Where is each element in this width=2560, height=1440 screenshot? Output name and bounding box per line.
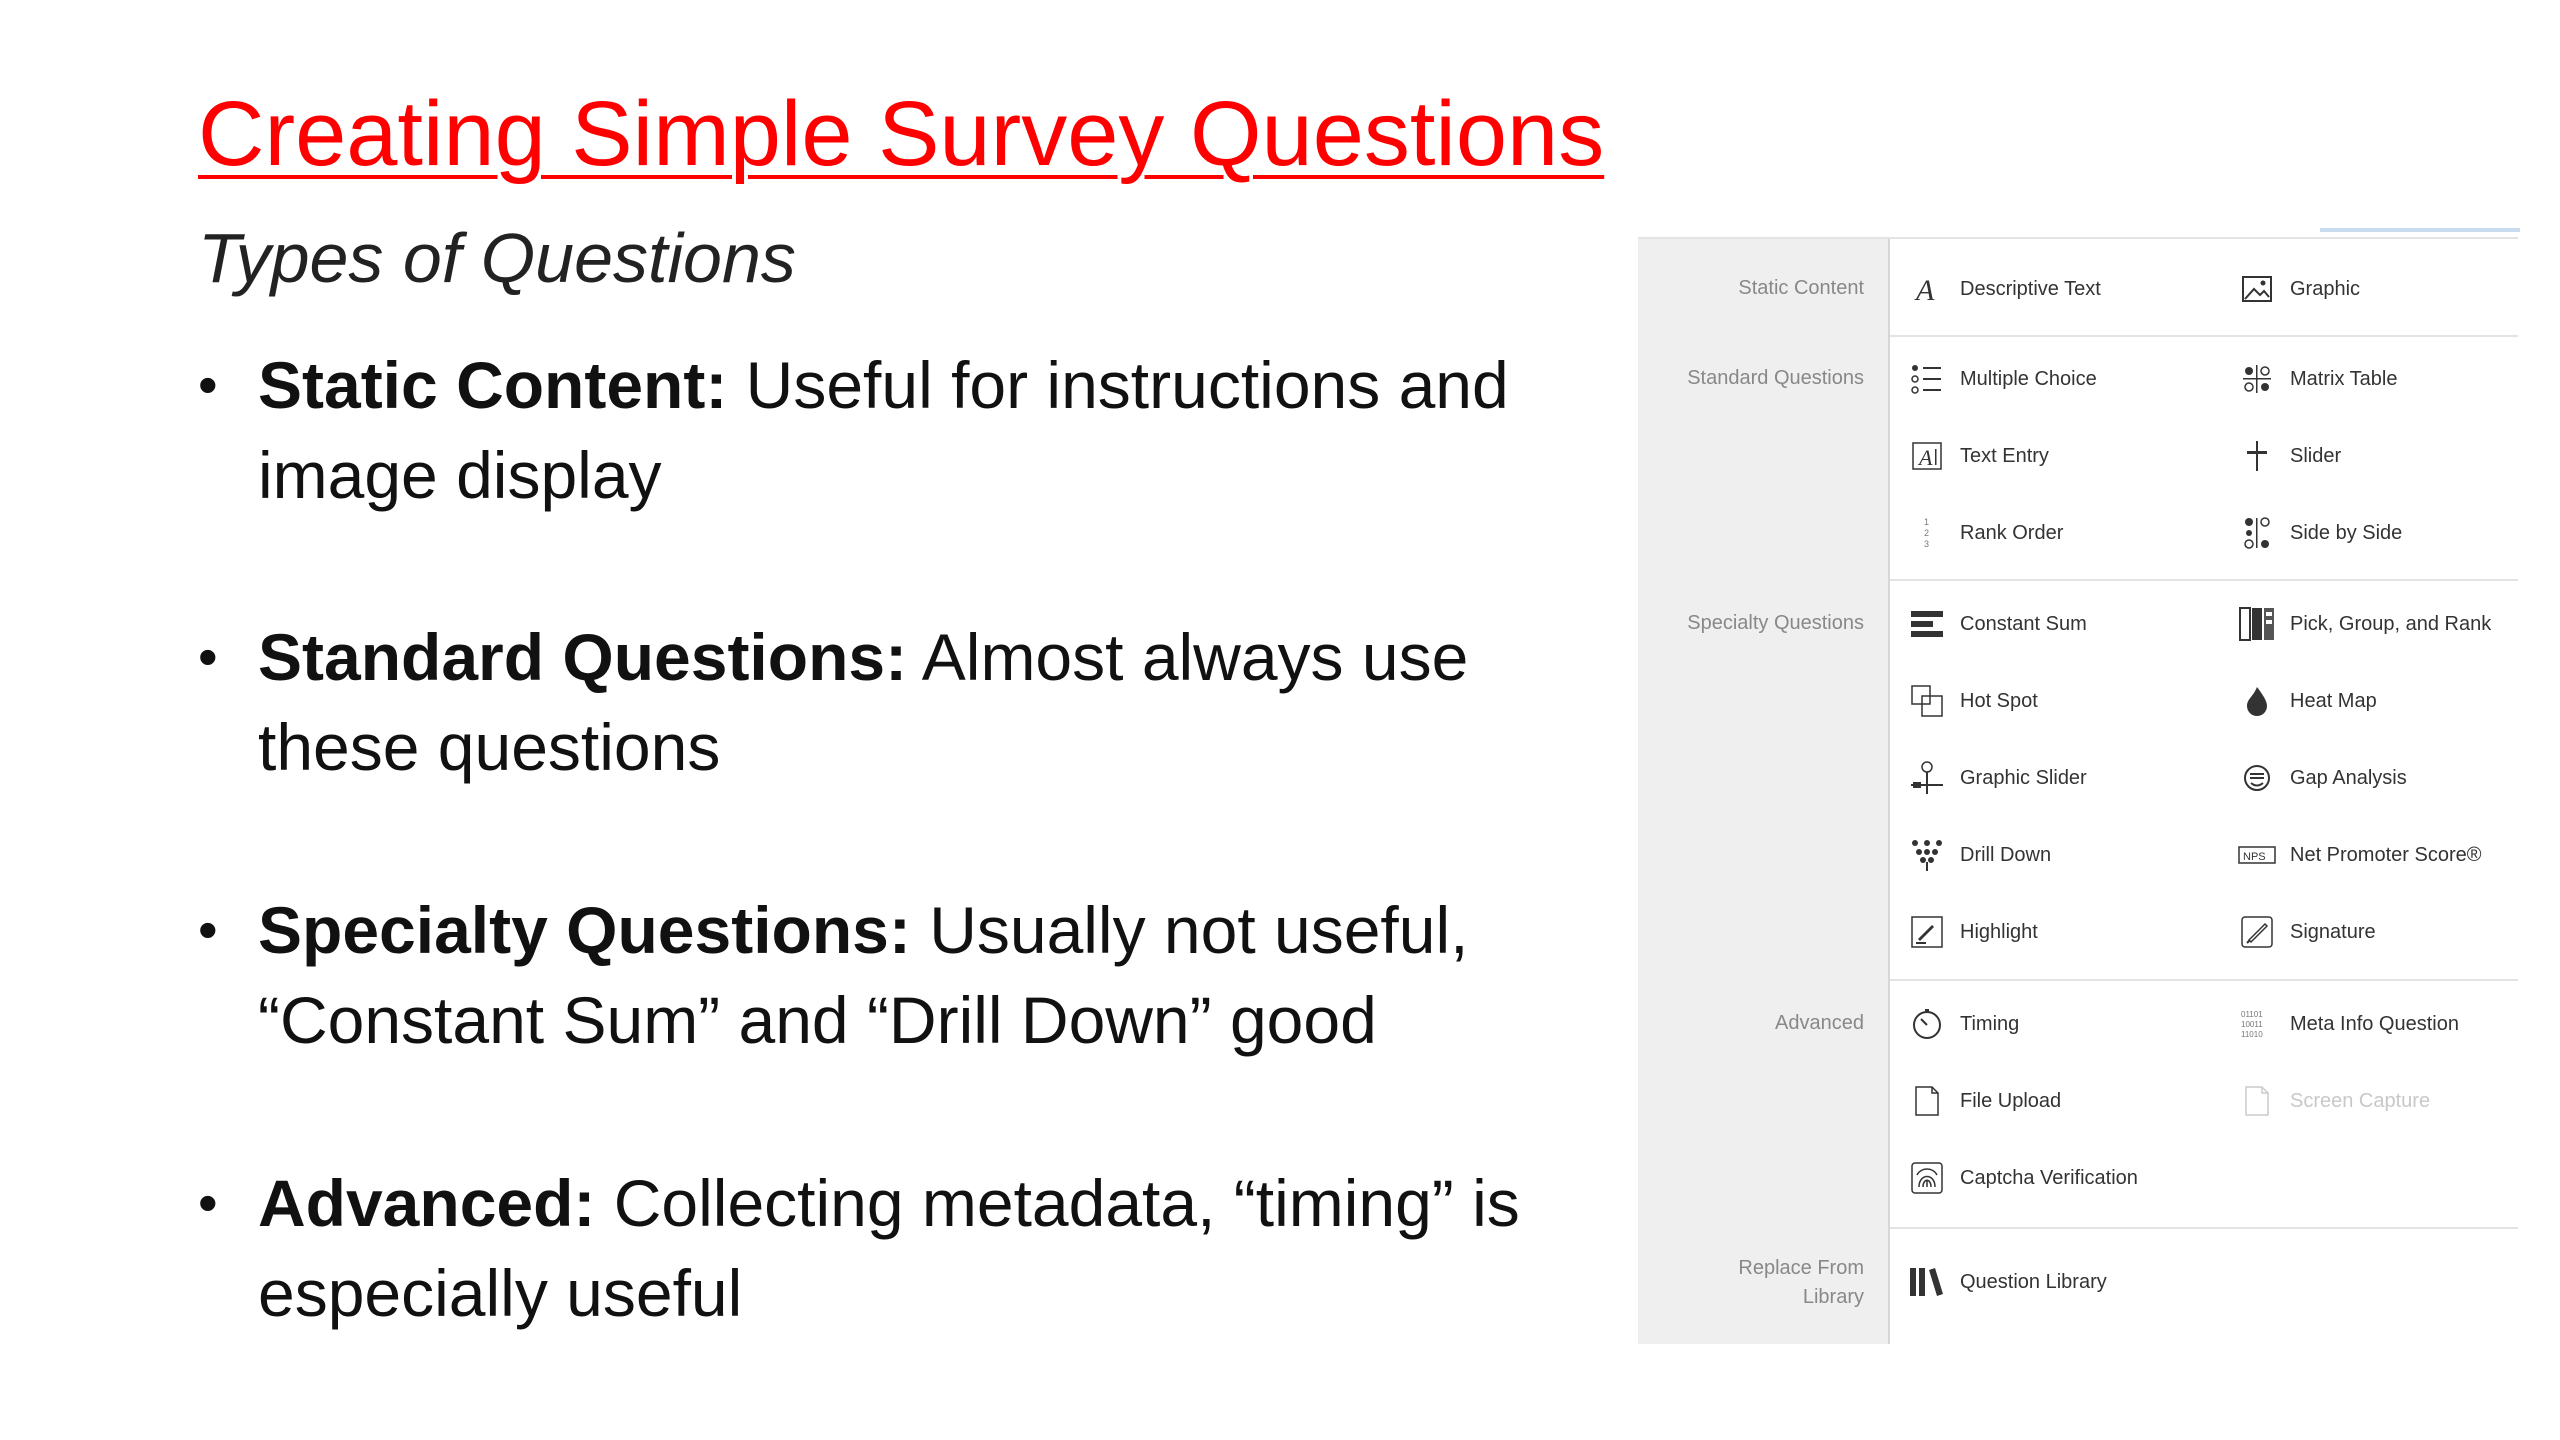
bullet-dot: • xyxy=(198,625,218,688)
section-label-specialty-questions: Specialty Questions xyxy=(1687,612,1864,634)
menu-item-descriptive-text[interactable]: A Descriptive Text xyxy=(1908,269,2101,309)
multiple-choice-icon xyxy=(1908,360,1946,398)
menu-item-graphic[interactable]: Graphic xyxy=(2238,269,2360,309)
rank-order-icon xyxy=(1908,514,1946,552)
menu-item-file-upload[interactable]: File Upload xyxy=(1908,1081,2061,1121)
menu-item-highlight[interactable]: Highlight xyxy=(1908,912,2038,952)
section-label-static-content: Static Content xyxy=(1738,277,1864,299)
hot-spot-icon xyxy=(1908,682,1946,720)
slide-subtitle: Types of Questions xyxy=(198,219,796,297)
question-type-menu xyxy=(1638,237,2518,1344)
descriptive-text-icon xyxy=(1908,270,1946,308)
highlight-icon xyxy=(1908,913,1946,951)
menu-item-text-entry[interactable]: A Text Entry xyxy=(1908,436,2049,476)
text-entry-icon xyxy=(1908,437,1946,475)
gap-analysis-icon xyxy=(2238,759,2276,797)
bullet-term: Static Content: xyxy=(258,348,728,422)
menu-item-graphic-slider[interactable]: Graphic Slider xyxy=(1908,758,2087,798)
bullet-advanced xyxy=(198,1158,1578,1338)
bullet-dot: • xyxy=(198,898,218,961)
timing-icon xyxy=(1908,1005,1946,1043)
side-by-side-icon xyxy=(2238,514,2276,552)
graphic-slider-icon xyxy=(1908,759,1946,797)
menu-item-side-by-side[interactable]: Side by Side xyxy=(2238,513,2402,553)
svg-text:10011: 10011 xyxy=(2241,1020,2263,1029)
menu-item-signature[interactable]: Signature xyxy=(2238,912,2376,952)
meta-info-icon xyxy=(2238,1005,2276,1043)
menu-item-constant-sum[interactable]: Constant Sum xyxy=(1908,604,2087,644)
heat-map-icon xyxy=(2238,682,2276,720)
bullet-term: Specialty Questions: xyxy=(258,893,911,967)
bullet-dot: • xyxy=(198,353,218,416)
bullet-text: Usually not useful, “Constant Sum” and “Drill Down” good xyxy=(258,893,1469,1057)
menu-item-timing[interactable]: Timing xyxy=(1908,1004,2019,1044)
bullet-dot: • xyxy=(198,1171,218,1234)
menu-item-hot-spot[interactable]: Hot Spot xyxy=(1908,681,2038,721)
menu-item-captcha-verification[interactable]: Captcha Verification xyxy=(1908,1158,2138,1198)
svg-text:2: 2 xyxy=(1924,528,1930,538)
drill-down-icon xyxy=(1908,836,1946,874)
section-divider xyxy=(1890,1227,2518,1229)
matrix-table-icon xyxy=(2238,360,2276,398)
constant-sum-icon xyxy=(1908,605,1946,643)
bullet-specialty-questions xyxy=(198,885,1578,1065)
section-label-advanced: Advanced xyxy=(1775,1012,1864,1034)
bullet-text: Useful for instructions and image display xyxy=(258,348,1509,512)
section-label-replace-from-library: Replace From Library xyxy=(1738,1257,1864,1308)
menu-item-meta-info-question[interactable]: 01101 10011 11010 Meta Info Question xyxy=(2238,1004,2459,1044)
section-label-standard-questions: Standard Questions xyxy=(1687,367,1864,389)
section-sidebar xyxy=(1638,239,1890,1344)
section-divider xyxy=(1890,335,2518,337)
section-divider xyxy=(1890,579,2518,581)
menu-item-matrix-table[interactable]: Matrix Table xyxy=(2238,359,2397,399)
svg-text:3: 3 xyxy=(1924,539,1930,549)
pick-group-rank-icon xyxy=(2238,605,2276,643)
screen-capture-icon xyxy=(2238,1082,2276,1120)
captcha-icon xyxy=(1908,1159,1946,1197)
nps-icon xyxy=(2238,836,2276,874)
menu-item-slider[interactable]: Slider xyxy=(2238,436,2341,476)
svg-text:A: A xyxy=(1919,445,1933,470)
bullet-text: Collecting metadata, “timing” is especially useful xyxy=(258,1166,1520,1330)
slider-icon xyxy=(2238,437,2276,475)
menu-item-multiple-choice[interactable]: Multiple Choice xyxy=(1908,359,2097,399)
panel-top-accent xyxy=(2320,228,2520,232)
menu-item-heat-map[interactable]: Heat Map xyxy=(2238,681,2377,721)
file-upload-icon xyxy=(1908,1082,1946,1120)
bullet-standard-questions xyxy=(198,612,1578,792)
menu-item-rank-order[interactable]: 1 2 3 Rank Order xyxy=(1908,513,2063,553)
signature-icon xyxy=(2238,913,2276,951)
menu-item-pick-group-rank[interactable]: Pick, Group, and Rank xyxy=(2238,604,2491,644)
graphic-icon xyxy=(2238,270,2276,308)
section-divider xyxy=(1890,979,2518,981)
bullet-term: Standard Questions: xyxy=(258,620,908,694)
bullet-static-content xyxy=(198,340,1578,520)
question-library-icon xyxy=(1908,1263,1946,1301)
slide-title: Creating Simple Survey Questions xyxy=(198,83,1605,185)
bullet-text: Almost always use these questions xyxy=(258,620,1469,784)
menu-item-screen-capture: Screen Capture xyxy=(2238,1081,2430,1121)
svg-text:11010: 11010 xyxy=(2241,1030,2263,1039)
svg-text:01101: 01101 xyxy=(2241,1010,2263,1019)
svg-text:NPS: NPS xyxy=(2243,851,2266,863)
menu-item-gap-analysis[interactable]: Gap Analysis xyxy=(2238,758,2407,798)
menu-item-drill-down[interactable]: Drill Down xyxy=(1908,835,2051,875)
svg-text:1: 1 xyxy=(1924,517,1930,527)
menu-item-net-promoter-score[interactable]: NPS Net Promoter Score® xyxy=(2238,835,2481,875)
svg-text:A: A xyxy=(1916,274,1935,304)
bullet-term: Advanced: xyxy=(258,1166,596,1240)
menu-item-question-library[interactable]: Question Library xyxy=(1908,1262,2107,1302)
